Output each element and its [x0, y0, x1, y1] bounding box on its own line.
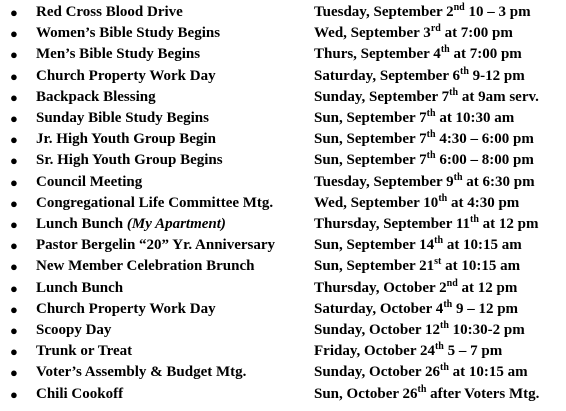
ordinal-suffix: th	[426, 108, 436, 119]
list-item	[0, 108, 566, 129]
event-date-time: Sun, September 14th at 10:15 am	[314, 235, 522, 254]
ordinal-suffix: nd	[446, 277, 458, 289]
event-name: Congregational Life Committee Mtg.	[36, 194, 274, 211]
event-name: Lunch Bunch (My Apartment)	[36, 216, 226, 232]
bullet-icon: ●	[10, 195, 18, 211]
event-name: Council Meeting	[36, 173, 143, 190]
list-item	[0, 193, 566, 214]
ordinal-suffix: th	[426, 150, 436, 162]
ordinal-suffix: th	[426, 129, 436, 141]
bullet-icon: ●	[10, 111, 18, 126]
list-item	[0, 278, 566, 299]
list-item	[0, 214, 566, 235]
event-name: Church Property Work Day	[36, 67, 216, 84]
bullet-icon: ●	[10, 26, 18, 42]
ordinal-suffix: th	[440, 44, 450, 56]
list-item	[0, 23, 566, 44]
list-item	[0, 150, 566, 171]
event-date-time: Saturday, October 4th 9 – 12 pm	[314, 298, 519, 317]
ordinal-suffix: th	[434, 235, 444, 247]
event-date-time: Sun, September 7th at 10:30 am	[314, 108, 515, 126]
ordinal-suffix: th	[470, 214, 479, 225]
list-item	[0, 87, 566, 108]
event-name: Jr. High Youth Group Begin	[36, 131, 216, 148]
ordinal-suffix: th	[440, 362, 449, 374]
list-item	[0, 235, 566, 256]
event-date-time: Sun, September 21st at 10:15 am	[314, 256, 521, 275]
event-date-time: Friday, October 24th 5 – 7 pm	[314, 341, 503, 360]
event-name: Women’s Bible Study Begins	[36, 25, 221, 42]
bullet-icon: ●	[10, 68, 18, 84]
list-item	[0, 44, 566, 65]
ordinal-suffix: nd	[453, 2, 465, 13]
event-name-note: (My Apartment)	[126, 216, 226, 232]
ordinal-suffix: rd	[430, 23, 441, 35]
event-name: Trunk or Treat	[36, 343, 133, 360]
event-name: Pastor Bergelin “20” Yr. Anniversary	[36, 237, 276, 254]
event-date-time: Tuesday, September 9th at 6:30 pm	[314, 171, 535, 190]
event-name: Voter’s Assembly & Budget Mtg.	[36, 364, 247, 381]
event-date-time: Sun, September 7th 4:30 – 6:00 pm	[314, 129, 534, 148]
ordinal-suffix: th	[440, 320, 449, 331]
ordinal-suffix: th	[417, 383, 427, 395]
event-date-time: Sun, September 7th 6:00 – 8:00 pm	[314, 150, 534, 169]
bullet-icon: ●	[10, 5, 18, 20]
event-name: Church Property Work Day	[36, 300, 216, 317]
event-date-time: Thursday, October 2nd at 12 pm	[314, 277, 518, 296]
ordinal-suffix: th	[459, 65, 469, 77]
bullet-icon: ●	[10, 365, 18, 381]
bullet-icon: ●	[10, 174, 18, 190]
list-item	[0, 341, 566, 362]
bullet-icon: ●	[10, 386, 18, 402]
bullet-icon: ●	[10, 153, 18, 169]
event-date-time: Tuesday, September 2nd 10 – 3 pm	[314, 2, 531, 20]
bullet-icon: ●	[10, 89, 18, 105]
event-date-time: Saturday, September 6th 9-12 pm	[314, 65, 525, 84]
event-name: Men’s Bible Study Begins	[36, 46, 201, 63]
list-item	[0, 66, 566, 87]
list-item	[0, 129, 566, 150]
ordinal-suffix: th	[449, 86, 459, 98]
ordinal-suffix: th	[434, 341, 444, 353]
event-name: New Member Celebration Brunch	[36, 258, 255, 275]
event-date-time: Sun, October 26th after Voters Mtg.	[314, 383, 540, 402]
list-item	[0, 256, 566, 277]
ordinal-suffix: th	[438, 192, 448, 204]
event-name: Scoopy Day	[36, 322, 112, 338]
bullet-icon: ●	[10, 344, 18, 360]
event-name: Chili Cookoff	[36, 385, 124, 402]
bullet-icon: ●	[10, 132, 18, 148]
ordinal-suffix: th	[453, 171, 463, 183]
list-item	[0, 362, 566, 383]
bullet-icon: ●	[10, 217, 18, 232]
event-date-time: Sunday, September 7th at 9am serv.	[314, 86, 539, 105]
bullet-icon: ●	[10, 259, 18, 275]
ordinal-suffix: st	[434, 256, 442, 268]
list-item	[0, 2, 566, 23]
event-name: Red Cross Blood Drive	[36, 4, 183, 20]
event-name: Lunch Bunch	[36, 279, 124, 296]
event-date-time: Sunday, October 26th at 10:15 am	[314, 362, 528, 381]
event-name: Sunday Bible Study Begins	[36, 110, 209, 126]
event-date-time: Thursday, September 11th at 12 pm	[314, 214, 539, 232]
event-date-time: Wed, September 10th at 4:30 pm	[314, 192, 520, 211]
list-item	[0, 320, 566, 341]
event-date-time: Wed, September 3rd at 7:00 pm	[314, 23, 513, 42]
bullet-icon: ●	[10, 301, 18, 317]
bullet-icon: ●	[10, 323, 18, 338]
bullet-icon: ●	[10, 280, 18, 296]
event-date-time: Thurs, September 4th at 7:00 pm	[314, 44, 522, 63]
bullet-icon: ●	[10, 47, 18, 63]
list-item	[0, 172, 566, 193]
event-date-time: Sunday, October 12th 10:30-2 pm	[314, 320, 525, 338]
ordinal-suffix: th	[443, 298, 453, 310]
event-name: Backpack Blessing	[36, 88, 156, 105]
list-item	[0, 384, 566, 405]
event-name: Sr. High Youth Group Begins	[36, 152, 223, 169]
bullet-icon: ●	[10, 238, 18, 254]
list-item	[0, 299, 566, 320]
